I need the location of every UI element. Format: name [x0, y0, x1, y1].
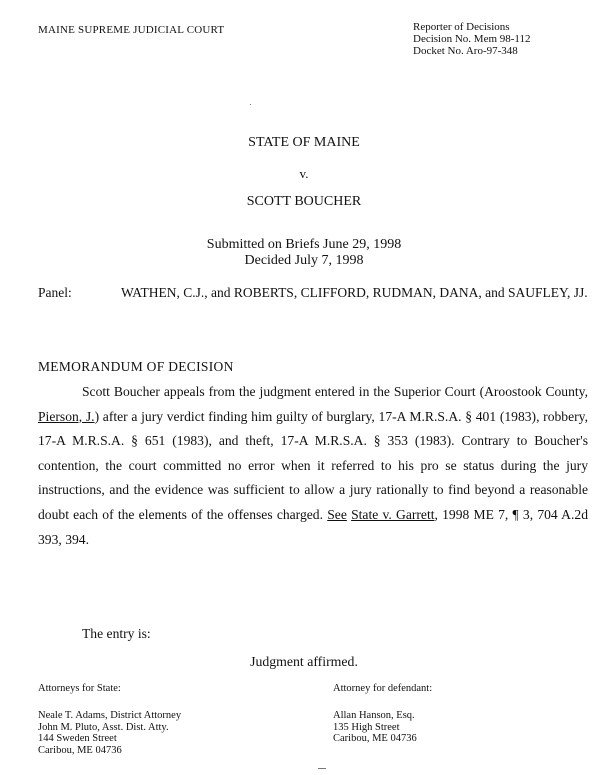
memo-text-2: ) after a jury verdict finding him guilty of burglary, 17-A M.R.S.A. § 401 (1983), robbery, 17-A M.R.S.A. § 651 (1983), and theft, 17-A M.R.S.A. § 353 (1983). Contrary to Boucher's contention, the court committed no error when it referred to his pro se status during the jury instructions, and the evidence was sufficient to allow a jury rationally to find beyond a reasonable doubt each of the elements of the offenses charged.	[38, 408, 588, 522]
judgment: Judgment affirmed.	[250, 654, 358, 669]
defendant-attorney-heading: Attorney for defendant:	[333, 683, 433, 694]
decided-date: Decided July 7, 1998	[244, 253, 364, 268]
submitted-date: Submitted on Briefs June 29, 1998	[206, 237, 402, 252]
memo-text-3: , 1998 ME 7, ¶ 3, 704 A.2d 393, 394.	[38, 506, 588, 547]
judge-name: Pierson, J.	[38, 408, 95, 424]
see-signal: See	[327, 506, 347, 522]
attorney-line: John M. Pluto, Asst. Dist. Atty.	[38, 721, 169, 733]
state-attorneys-heading: Attorneys for State:	[38, 683, 121, 694]
reporter-line: Reporter of Decisions	[413, 21, 510, 33]
party-defendant: SCOTT BOUCHER	[246, 194, 362, 209]
attorney-line: Neale T. Adams, District Attorney	[38, 710, 182, 721]
defendant-attorney	[333, 710, 417, 745]
address-line: Caribou, ME 04736	[38, 744, 122, 756]
docket-number: Docket No. Aro-97-348	[413, 45, 518, 57]
versus: v.	[299, 166, 309, 181]
panel-label: Panel:	[38, 285, 72, 300]
memo-paragraph	[38, 380, 588, 552]
address-line: 135 High Street	[333, 721, 400, 733]
case-citation: State v. Garrett	[351, 506, 435, 522]
court-name: MAINE SUPREME JUDICIAL COURT	[38, 24, 225, 36]
memo-heading: MEMORANDUM OF DECISION	[38, 359, 234, 374]
memo-body	[38, 380, 588, 552]
address-line: Caribou, ME 04736	[333, 733, 417, 744]
party-state: STATE OF MAINE	[248, 135, 360, 150]
decision-number: Decision No. Mem 98-112	[413, 33, 531, 45]
panel-justices: WATHEN, C.J., and ROBERTS, CLIFFORD, RUDMAN, DANA, and SAUFLEY, JJ.	[121, 285, 588, 300]
attorney-line: Allan Hanson, Esq.	[333, 710, 415, 721]
reporter-block	[413, 21, 531, 57]
address-line: 144 Sweden Street	[38, 733, 117, 744]
memo-text-1: Scott Boucher appeals from the judgment entered in the Superior Court (Aroostook County,	[82, 384, 588, 399]
entry-label: The entry is:	[82, 626, 151, 641]
state-attorneys	[38, 710, 181, 756]
